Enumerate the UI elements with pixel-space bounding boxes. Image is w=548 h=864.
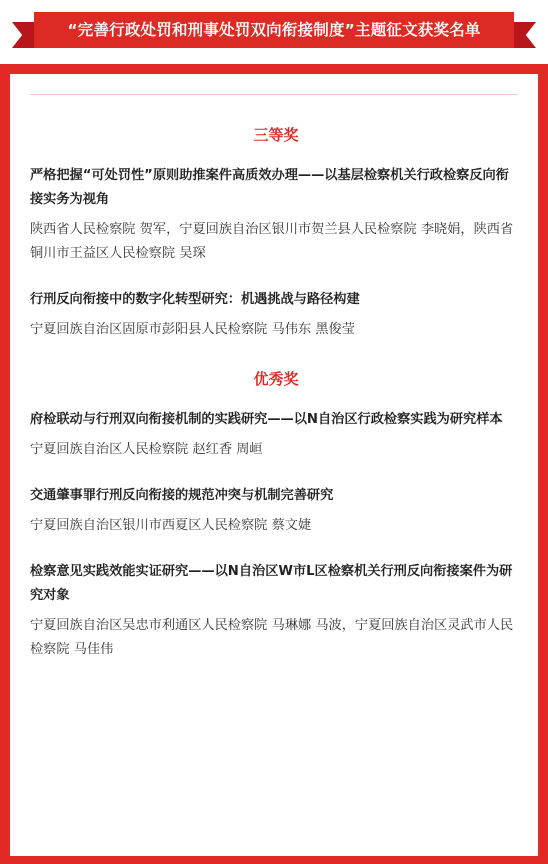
award-list-frame	[0, 64, 548, 864]
list-item	[30, 560, 522, 662]
award-list-content	[30, 124, 522, 684]
list-item	[30, 408, 522, 462]
entry-title: 交通肇事罪行刑反向衔接的规范冲突与机制完善研究	[30, 488, 334, 503]
banner-title: “完善行政处罚和刑事处罚双向衔接制度”主题征文获奖名单	[34, 12, 514, 48]
list-item	[30, 164, 522, 266]
entry-authors: 宁夏回族自治区人民检察院 赵红香 周峘	[30, 442, 263, 457]
entry-authors: 宁夏回族自治区固原市彭阳县人民检察院 马伟东 黑俊莹	[30, 322, 355, 337]
section-third-prize	[30, 124, 522, 342]
section-heading: 优秀奖	[253, 370, 299, 388]
section-heading: 三等奖	[253, 126, 299, 144]
award-list-panel	[10, 74, 538, 856]
entry-title: 严格把握“可处罚性”原则助推案件高质效办理——以基层检察机关行政检察反向衔接实务为视角	[30, 168, 509, 207]
list-item	[30, 288, 522, 342]
panel-top-rule	[30, 94, 518, 95]
list-item	[30, 484, 522, 538]
title-banner	[0, 0, 548, 60]
entry-authors: 宁夏回族自治区银川市西夏区人民检察院 蔡文婕	[30, 518, 312, 533]
entry-title: 府检联动与行刑双向衔接机制的实践研究——以N自治区行政检察实践为研究样本	[30, 412, 503, 427]
entry-authors: 陕西省人民检察院 贺军，宁夏回族自治区银川市贺兰县人民检察院 李晓娟，陕西省铜川市王益区人民检察院 吴琛	[30, 222, 514, 261]
entry-authors: 宁夏回族自治区吴忠市利通区人民检察院 马琳娜 马波，宁夏回族自治区灵武市人民检察院 马佳伟	[30, 618, 514, 657]
entry-title: 检察意见实践效能实证研究——以N自治区W市L区检察机关行刑反向衔接案件为研究对象	[30, 564, 513, 603]
section-excellence-prize	[30, 368, 522, 662]
entry-title: 行刑反向衔接中的数字化转型研究：机遇挑战与路径构建	[30, 292, 360, 307]
